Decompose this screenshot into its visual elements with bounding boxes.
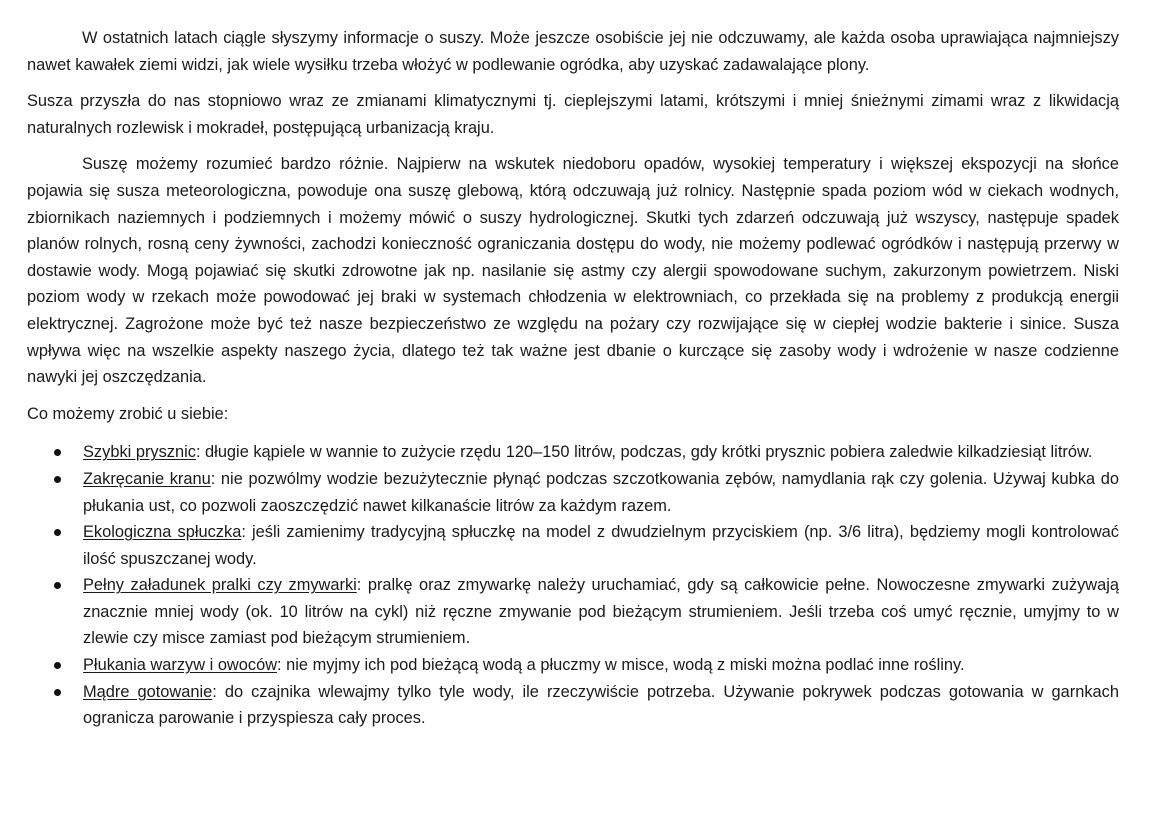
bullet-icon — [54, 662, 61, 669]
tip-text: : jeśli zamienimy tradycyjną spłuczkę na model z dwudzielnym przyciskiem (np. 3/6 litra), będziemy mogli kontrolować ilość spuszczanej wody. — [83, 523, 1119, 568]
tip-title: Płukania warzyw i owoców — [83, 656, 278, 675]
tip-text: : do czajnika wlewajmy tylko tyle wody, ile rzeczywiście potrzeba. Używanie pokrywek podczas gotowania w garnkach ogranicza parowanie i przyspiesza cały proces. — [83, 682, 1119, 728]
list-item — [83, 439, 1119, 466]
tips-heading: Co możemy zrobić u siebie: — [27, 404, 229, 423]
tip-text: : nie pozwólmy wodzie bezużytecznie płynąć podczas szczotkowania zębów, namydlania rąk czy golenia. Używaj kubka do płukania ust, co pozwoli zaoszczędzić nawet kilkanaście litrów za każdym razem. — [83, 469, 1120, 515]
intro-paragraph: W ostatnich latach ciągle słyszymy informacje o suszy. Może jeszcze osobiście jej nie odczuwamy, ale każda osoba uprawiająca najmniejszy nawet kawałek ziemi widzi, jak wiele wysiłku trzeba włożyć w podlewanie ogródka, aby uzyskać zadawalające plony. — [27, 29, 1119, 74]
list-item — [83, 652, 1119, 679]
tip-title: Pełny załadunek pralki czy zmywarki — [83, 576, 357, 595]
causes-paragraph: Susza przyszła do nas stopniowo wraz ze zmianami klimatycznymi tj. cieplejszymi latami, krótszymi i mniej śnieżnymi zimami wraz z likwidacją naturalnych rozlewisk i mokradeł, postępującą urbanizacją kraju. — [27, 92, 1119, 137]
tip-text: : nie myjmy ich pod bieżącą wodą a płuczmy w misce, wodą z miski można podlać inne rośliny. — [277, 656, 965, 675]
list-item — [83, 679, 1119, 732]
tip-text: : pralkę oraz zmywarkę należy uruchamiać, gdy są całkowicie pełne. Nowoczesne zmywarki zużywają znacznie mniej wody (ok. 10 litrów na cykl) niż ręczne zmywanie pod bieżącym strumieniem. Jeśli trzeba coś umyć ręcznie, umyjmy to w zlewie czy misce zamiast pod bieżącym strumieniem. — [83, 576, 1119, 648]
list-item — [83, 466, 1119, 519]
bullet-icon — [54, 529, 61, 536]
tip-title: Szybki prysznic — [83, 443, 196, 462]
bullet-icon — [54, 449, 61, 456]
list-item — [83, 519, 1119, 572]
tip-title: Mądre gotowanie — [83, 682, 213, 701]
bullet-icon — [54, 582, 61, 589]
list-item — [83, 572, 1119, 652]
bullet-icon — [54, 689, 61, 696]
tip-text: : długie kąpiele w wannie to zużycie rzędu 120–150 litrów, podczas, gdy krótki prysznic pobiera zaledwie kilkadziesiąt litrów. — [195, 443, 1093, 462]
bullet-icon — [54, 476, 61, 483]
drought-types-paragraph: Suszę możemy rozumieć bardzo różnie. Najpierw na wskutek niedoboru opadów, wysokiej temperatury i większej ekspozycji na słońce pojawia się susza meteorologiczna, powoduje ona suszę glebową, którą odczuwają już rolnicy. Następnie spada poziom wód w ciekach wodnych, zbiornikach naziemnych i podziemnych i możemy mówić o suszy hydrologicznej. Skutki tych zdarzeń odczuwają już wszyscy, następuje spadek planów rolnych, rosną ceny żywności, zachodzi konieczność ograniczania dostępu do wody, nie możemy podlewać ogródków i następują przerwy w dostawie wody. Mogą pojawiać się skutki zdrowotne jak np. nasilanie się astmy czy alergii spowodowane suchym, zakurzonym powietrzem. Niski poziom wody w rzekach może powodować jej braki w systemach chłodzenia w elektrowniach, co przekłada się na problemy z produkcją energii elektrycznej. Zagrożone może być też nasze bezpieczeństwo ze względu na pożary czy rozwijające się w ciepłej wodzie bakterie i sinice. Susza wpływa więc na wszelkie aspekty naszego życia, dlatego też tak ważne jest dbanie o kurczące się zasoby wody i wdrożenie w nasze codzienne nawyki jej oszczędzania. — [27, 155, 1119, 387]
tips-list — [27, 439, 1119, 732]
tip-title: Ekologiczna spłuczka — [83, 523, 242, 542]
tip-title: Zakręcanie kranu — [83, 469, 211, 488]
